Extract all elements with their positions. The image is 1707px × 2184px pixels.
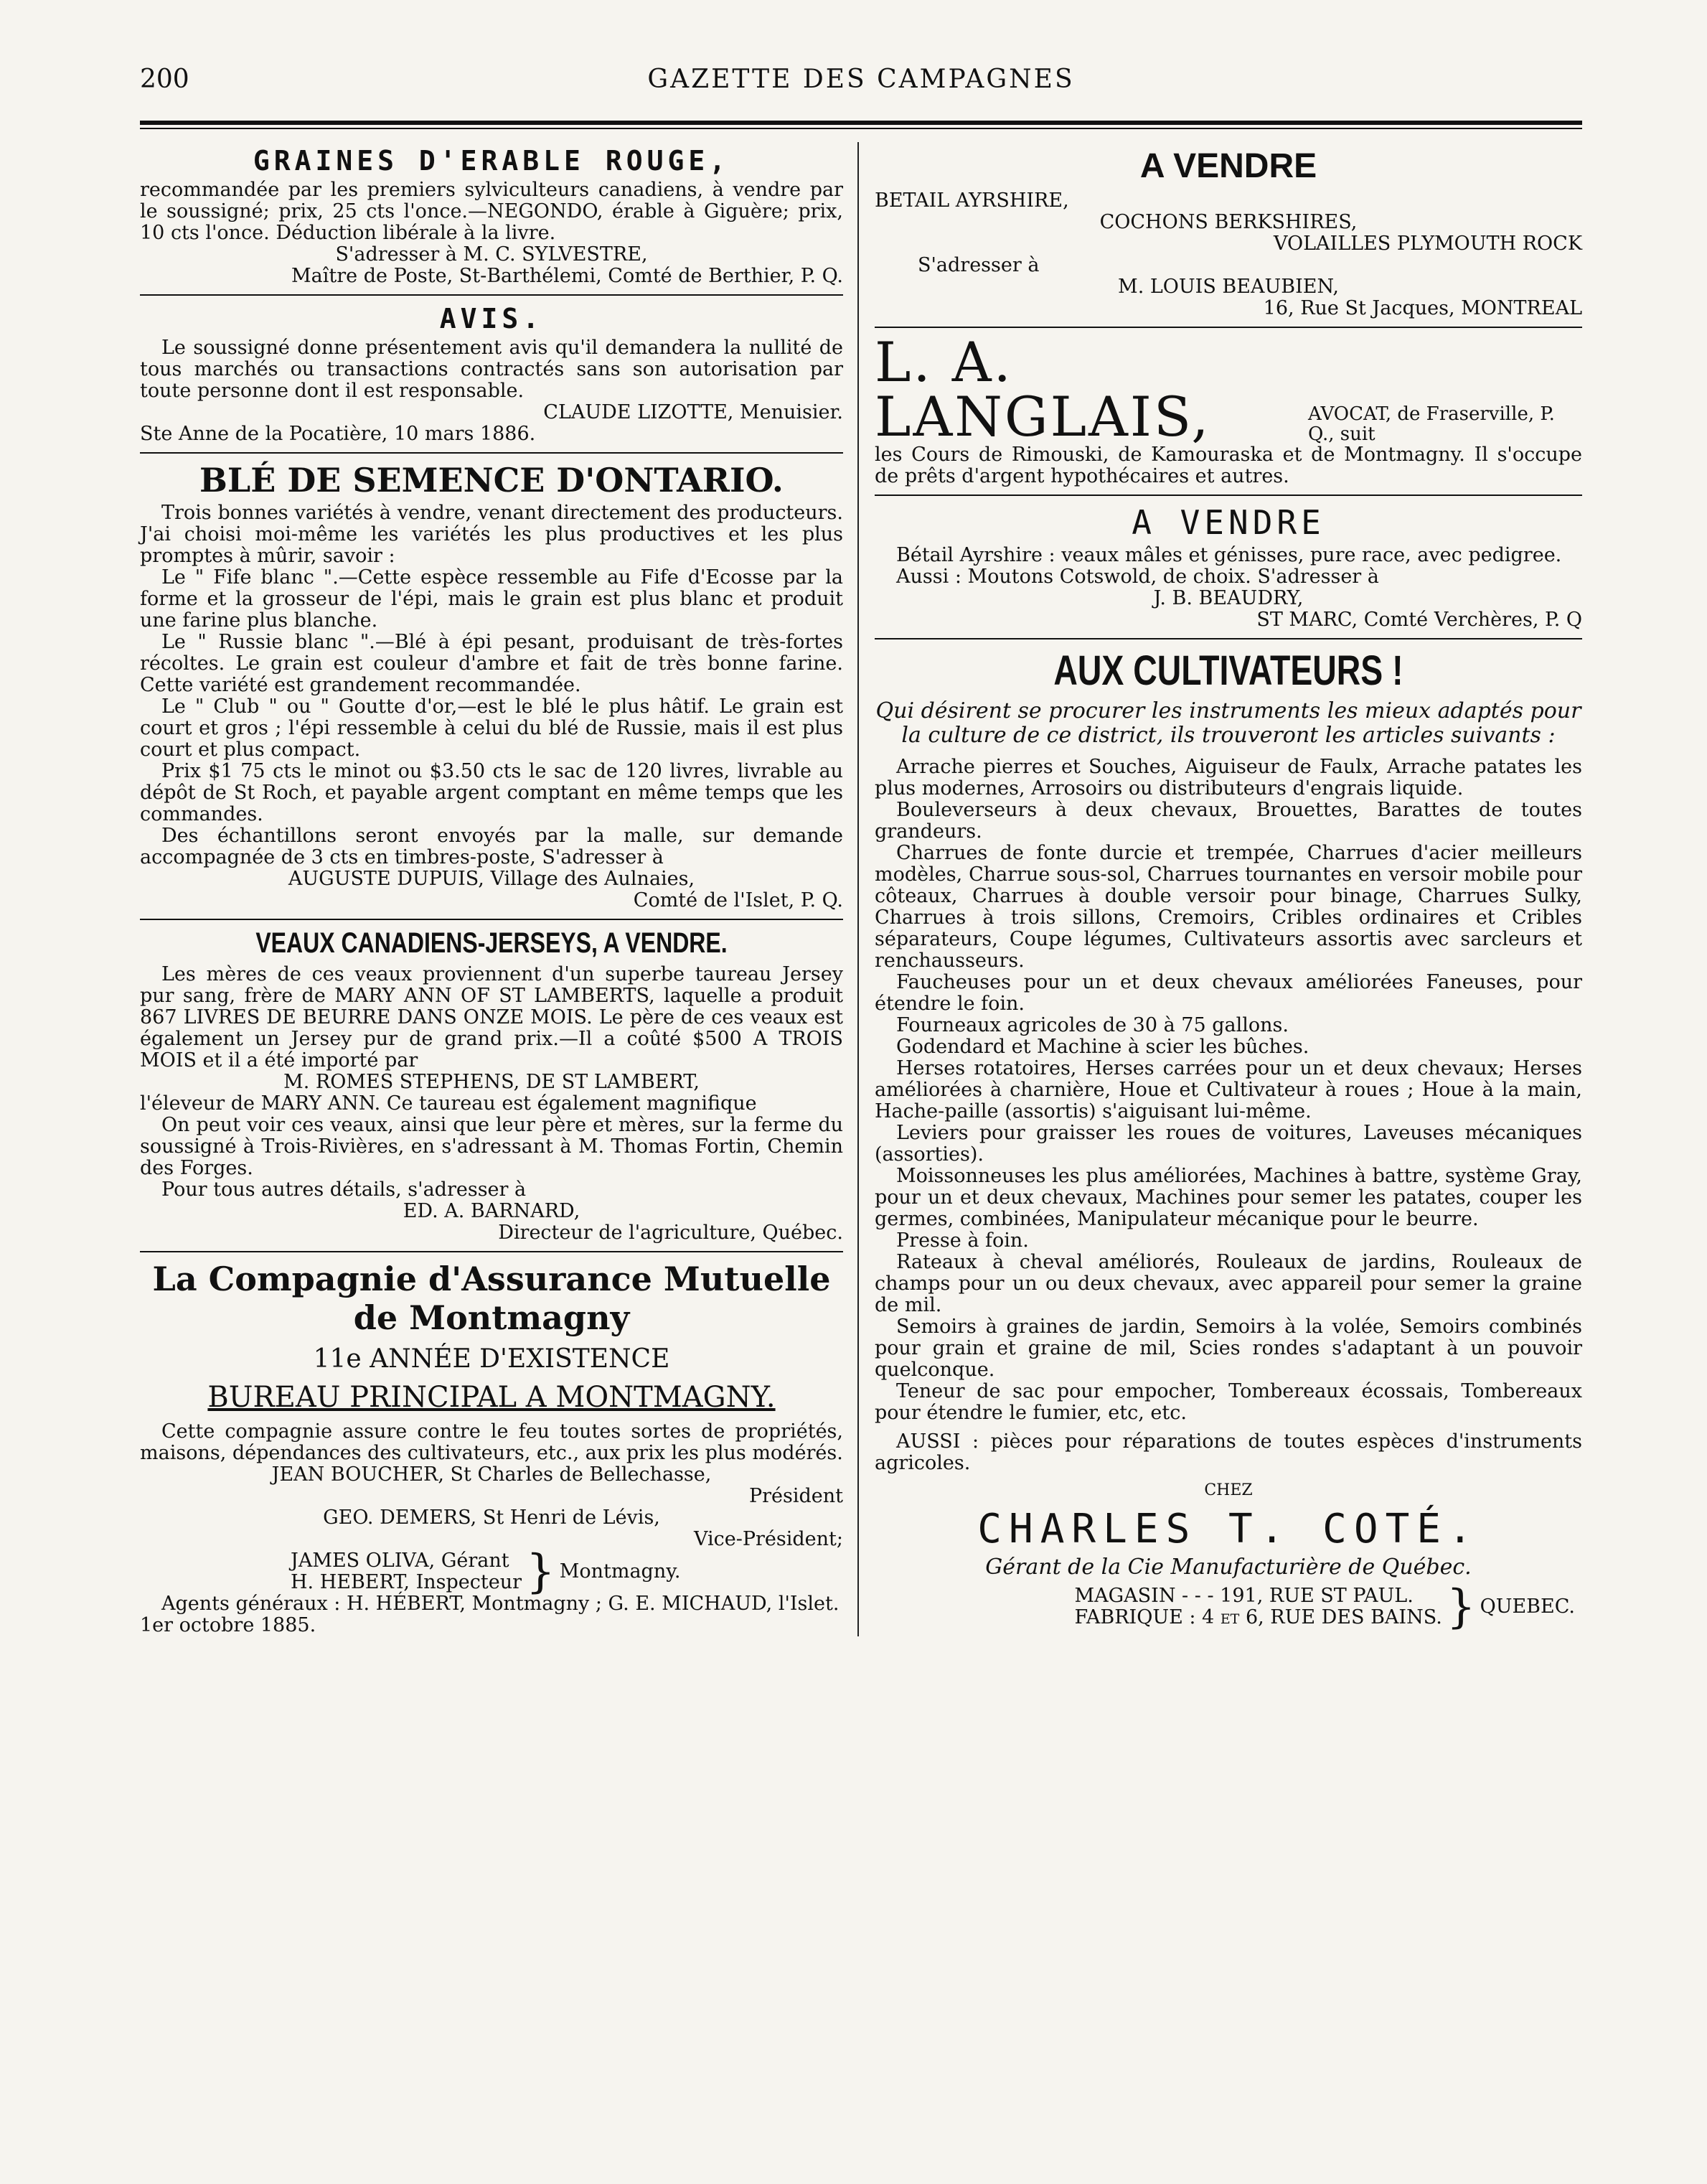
ad-chez: CHEZ: [1204, 1481, 1253, 1499]
ad-paragraph: Le " Club " ou " Goutte d'or,—est le blé le plus hâtif. Le grain est court et gros ; l'épi ressemble à celui du blé de Russie, mais il est plus court et plus compact.: [140, 695, 843, 761]
ad-veaux: [140, 927, 843, 1244]
newspaper-page: [140, 57, 1582, 2153]
ad-item: Semoirs à graines de jardin, Semoirs à la volée, Semoirs combinés pour grain et graine de mil, Scies rondes s'adaptant à un pouvoir quelconque.: [875, 1316, 1582, 1381]
ad-aux-cultivateurs: [875, 647, 1582, 1634]
ad-place: ST MARC, Comté Verchères, P. Q: [1256, 609, 1582, 631]
ad-paragraph: Bétail Ayrshire : veaux mâles et génisses, pure race, avec pedigree.: [896, 544, 1562, 566]
ad-officer: H. HEBERT, Inspecteur: [291, 1571, 522, 1593]
ad-title: La Compagnie d'Assurance Mutuelle de Montmagny: [152, 1260, 831, 1337]
ad-agents: Agents généraux : H. HÉBERT, Montmagny ; G. E. MICHAUD, l'Islet.: [161, 1593, 840, 1615]
ad-title: L. A. LANGLAIS,: [875, 330, 1211, 449]
separator: [140, 1251, 843, 1252]
ad-item: Godendard et Machine à scier les bûches.: [896, 1036, 1309, 1058]
ad-date: Ste Anne de la Pocatière, 10 mars 1886.: [140, 423, 536, 445]
ad-a-vendre-beaudry: [875, 503, 1582, 631]
ad-item: Leviers pour graisser les roues de voitures, Laveuses mécaniques (assorties).: [875, 1122, 1582, 1166]
ad-fabrique: FABRIQUE : 4 et 6, RUE DES BAINS.: [1074, 1606, 1442, 1628]
ad-body: Cette compagnie assure contre le feu toutes sortes de propriétés, maisons, dépendances des cultivateurs, etc., aux prix les plus modérés.: [140, 1420, 843, 1464]
separator: [875, 327, 1582, 328]
page-header: [140, 57, 1582, 108]
ad-item: Bouleverseurs à deux chevaux, Brouettes, Barattes de toutes grandeurs.: [875, 799, 1582, 843]
ad-merchant-role: Gérant de la Cie Manufacturière de Québec.: [985, 1555, 1472, 1580]
ad-body: Le soussigné donne présentement avis qu'il demandera la nullité de tous marchés ou transactions contractés sans son autorisation par toute personne dont il est responsable.: [140, 337, 843, 402]
ad-name: M. LOUIS BEAUBIEN,: [1118, 276, 1339, 298]
ad-item: Fourneaux agricoles de 30 à 75 gallons.: [896, 1014, 1289, 1036]
ad-body: recommandée par les premiers sylviculteurs canadiens, à vendre par le soussigné; prix, 25 cts l'once.—NEGONDO, érable à Giguère; prix, 10 cts l'once. Déduction libérale à la livre.: [140, 179, 843, 244]
ad-role: AVOCAT, de Fraserville, P. Q., suit: [1307, 403, 1555, 445]
ad-item: BETAIL AYRSHIRE,: [875, 189, 1069, 212]
separator: [140, 452, 843, 454]
ad-title: AUX CULTIVATEURS !: [1053, 647, 1403, 694]
ad-paragraph: Le " Fife blanc ".—Cette espèce ressemble au Fife d'Ecosse par la forme et la grosseur de l'épi, mais le grain est plus blanc et produit une farine plus blanche.: [140, 566, 843, 632]
publication-title: GAZETTE DES CAMPAGNES: [647, 65, 1075, 94]
separator: [140, 919, 843, 920]
ad-paragraph: M. ROMES STEPHENS, DE ST LAMBERT,: [283, 1071, 700, 1093]
ad-magasin: MAGASIN - - - 191, RUE ST PAUL.: [1074, 1585, 1414, 1607]
ad-title: BLÉ DE SEMENCE D'ONTARIO.: [199, 461, 784, 500]
ad-item: VOLAILLES PLYMOUTH ROCK: [1273, 233, 1582, 255]
ad-officers-group: [140, 1545, 843, 1598]
header-rule-thick: [140, 121, 1582, 125]
ad-officer-role: Vice-Président;: [693, 1528, 843, 1550]
ad-signature-2: Comté de l'Islet, P. Q.: [633, 889, 843, 911]
separator: [140, 294, 843, 296]
ad-title: VEAUX CANADIENS-JERSEYS, A VENDRE.: [255, 927, 728, 959]
page-number: 200: [140, 65, 189, 94]
ad-avis: [140, 303, 843, 445]
brace-glyph: }: [526, 1545, 555, 1598]
ad-item: Presse à foin.: [896, 1229, 1029, 1252]
ad-subtitle: Qui désirent se procurer les instruments les mieux adaptés pour la culture de ce district, ils trouveront les articles suivants :: [875, 698, 1581, 748]
ad-item: Teneur de sac pour empocher, Tombereaux écossais, Tombereaux pour étendre le fumier, etc, etc.: [875, 1380, 1582, 1424]
separator: [875, 495, 1582, 496]
ad-date: 1er octobre 1885.: [140, 1614, 316, 1636]
ad-city: QUEBEC.: [1480, 1595, 1575, 1618]
ad-paragraph: Des échantillons seront envoyés par la malle, sur demande accompagnée de 3 cts en timbres-poste, S'adresser à: [140, 825, 843, 868]
ad-paragraph: Pour tous autres détails, s'adresser à: [161, 1178, 527, 1201]
ad-officer-place: Montmagny.: [559, 1560, 681, 1583]
ad-item: Faucheuses pour un et deux chevaux améliorées Faneuses, pour étendre le foin.: [875, 971, 1582, 1015]
ad-paragraph: Trois bonnes variétés à vendre, venant directement des producteurs. J'ai choisi moi-même les variétés les plus productives et les plus promptes à mûrir, savoir :: [140, 502, 843, 567]
ad-paragraph: Les mères de ces veaux proviennent d'un superbe taureau Jersey pur sang, frère de MARY ANN OF ST LAMBERTS, laquelle a produit 867 LIVRES DE BEURRE DANS ONZE MOIS. Le père de ces veaux est également un Jersey pur de grand prix.—Il a coûté $500 A TROIS MOIS et il a été importé par: [140, 963, 843, 1072]
ad-officer: GEO. DEMERS, St Henri de Lévis,: [323, 1506, 660, 1529]
ad-address-2: Maître de Poste, St-Barthélemi, Comté de Berthier, P. Q.: [291, 265, 843, 287]
ad-paragraph: Aussi : Moutons Cotswold, de choix. S'adresser à: [896, 566, 1379, 588]
ad-officer: JAMES OLIVA, Gérant: [291, 1550, 509, 1572]
ad-title: A VENDRE: [1139, 147, 1317, 185]
ad-item: Charrues de fonte durcie et trempée, Charrues d'acier meilleurs modèles, Charrue sous-sol, Charrues tournantes en versoir mobile pour côteaux, Charrues à double versoir pour binage, Charrues Sulky, Charrues à trois sillons, Cremoirs, Cribles ordinaires et Cribles séparateurs, Coupe légumes, Cultivateurs assortis avec sarcleurs et renchausseurs.: [875, 842, 1582, 972]
ad-bureau: BUREAU PRINCIPAL A MONTMAGNY.: [207, 1381, 776, 1414]
ad-addresses: [875, 1580, 1582, 1634]
ad-signature: ED. A. BARNARD,: [403, 1200, 580, 1222]
ad-item: Herses rotatoires, Herses carrées pour un et deux chevaux; Herses améliorées à charnière, Houe et Cultivateur à roues ; Houe à la main, Hache-paille (assortis) s'aiguisant lui-même.: [875, 1057, 1582, 1123]
brace-glyph: }: [1446, 1580, 1476, 1634]
left-column: [140, 142, 857, 1636]
header-rule-thin: [140, 128, 1582, 129]
ad-address: S'adresser à: [918, 254, 1040, 276]
ad-paragraph: On peut voir ces veaux, ainsi que leur père et mères, sur la ferme du soussigné à Trois-Rivières, en s'adressant à M. Thomas Fortin, Chemin des Forges.: [140, 1114, 843, 1179]
right-column: [857, 142, 1582, 1636]
ad-paragraph: Le " Russie blanc ".—Blé à épi pesant, produisant de très-fortes récoltes. Le grain est couleur d'ambre et fait de très bonne farine. Cette variété est grandement recommandée.: [140, 631, 843, 696]
ad-item: Arrache pierres et Souches, Aiguiseur de Faulx, Arrache patates les plus modernes, Arrosoirs ou distributeurs d'engrais liquide.: [875, 756, 1582, 800]
ad-assurance: [140, 1260, 843, 1636]
ad-title: AVIS.: [439, 303, 544, 334]
ad-item: COCHONS BERKSHIRES,: [1099, 211, 1358, 233]
ad-address: S'adresser à M. C. SYLVESTRE,: [335, 243, 648, 266]
ad-signature: AUGUSTE DUPUIS, Village des Aulnaies,: [288, 868, 695, 890]
ad-title: GRAINES D'ERABLE ROUGE,: [253, 145, 730, 177]
ad-merchant-name: CHARLES T. COTÉ.: [977, 1506, 1480, 1552]
ad-title: A VENDRE: [1132, 503, 1325, 542]
ad-item: Moissonneuses les plus améliorées, Machines à battre, système Gray, pour un et deux chevaux, Machines pour semer les patates, couper les germes, combinées, Manipulateur mécanique pour le beurre.: [875, 1165, 1582, 1230]
ad-street: 16, Rue St Jacques, MONTREAL: [1263, 297, 1582, 319]
separator: [875, 638, 1582, 639]
ad-officer: JEAN BOUCHER, St Charles de Bellechasse,: [271, 1463, 712, 1486]
ad-paragraph: Prix $1 75 cts le minot ou $3.50 cts le sac de 120 livres, livrable au dépôt de St Roch, et payable argent comptant en même temps que les commandes.: [140, 760, 843, 825]
ad-paragraph: l'éleveur de MARY ANN. Ce taureau est également magnifique: [140, 1092, 757, 1115]
ad-signature: CLAUDE LIZOTTE, Menuisier.: [543, 401, 843, 423]
ad-item: Rateaux à cheval améliorés, Rouleaux de jardins, Rouleaux de champs pour un ou deux chevaux, avec appareil pour semer la graine de mil.: [875, 1251, 1582, 1316]
ad-langlais: [875, 330, 1582, 487]
ad-body: les Cours de Rimouski, de Kamouraska et de Montmagny. Il s'occupe de prêts d'argent hypothécaires et autres.: [875, 444, 1582, 487]
ad-subtitle: 11e ANNÉE D'EXISTENCE: [313, 1344, 670, 1374]
ad-aussi: AUSSI : pièces pour réparations de toutes espèces d'instruments agricoles.: [875, 1430, 1582, 1474]
ad-name: J. B. BEAUDRY,: [1153, 587, 1304, 609]
ad-signature-2: Directeur de l'agriculture, Québec.: [498, 1222, 843, 1244]
ad-officer-role: Président: [748, 1485, 843, 1507]
ad-a-vendre-beaubien: [875, 146, 1582, 319]
ad-ble-semence: [140, 461, 843, 911]
ad-graines-erable: [140, 145, 843, 287]
ad-item-list: [875, 756, 1582, 1424]
